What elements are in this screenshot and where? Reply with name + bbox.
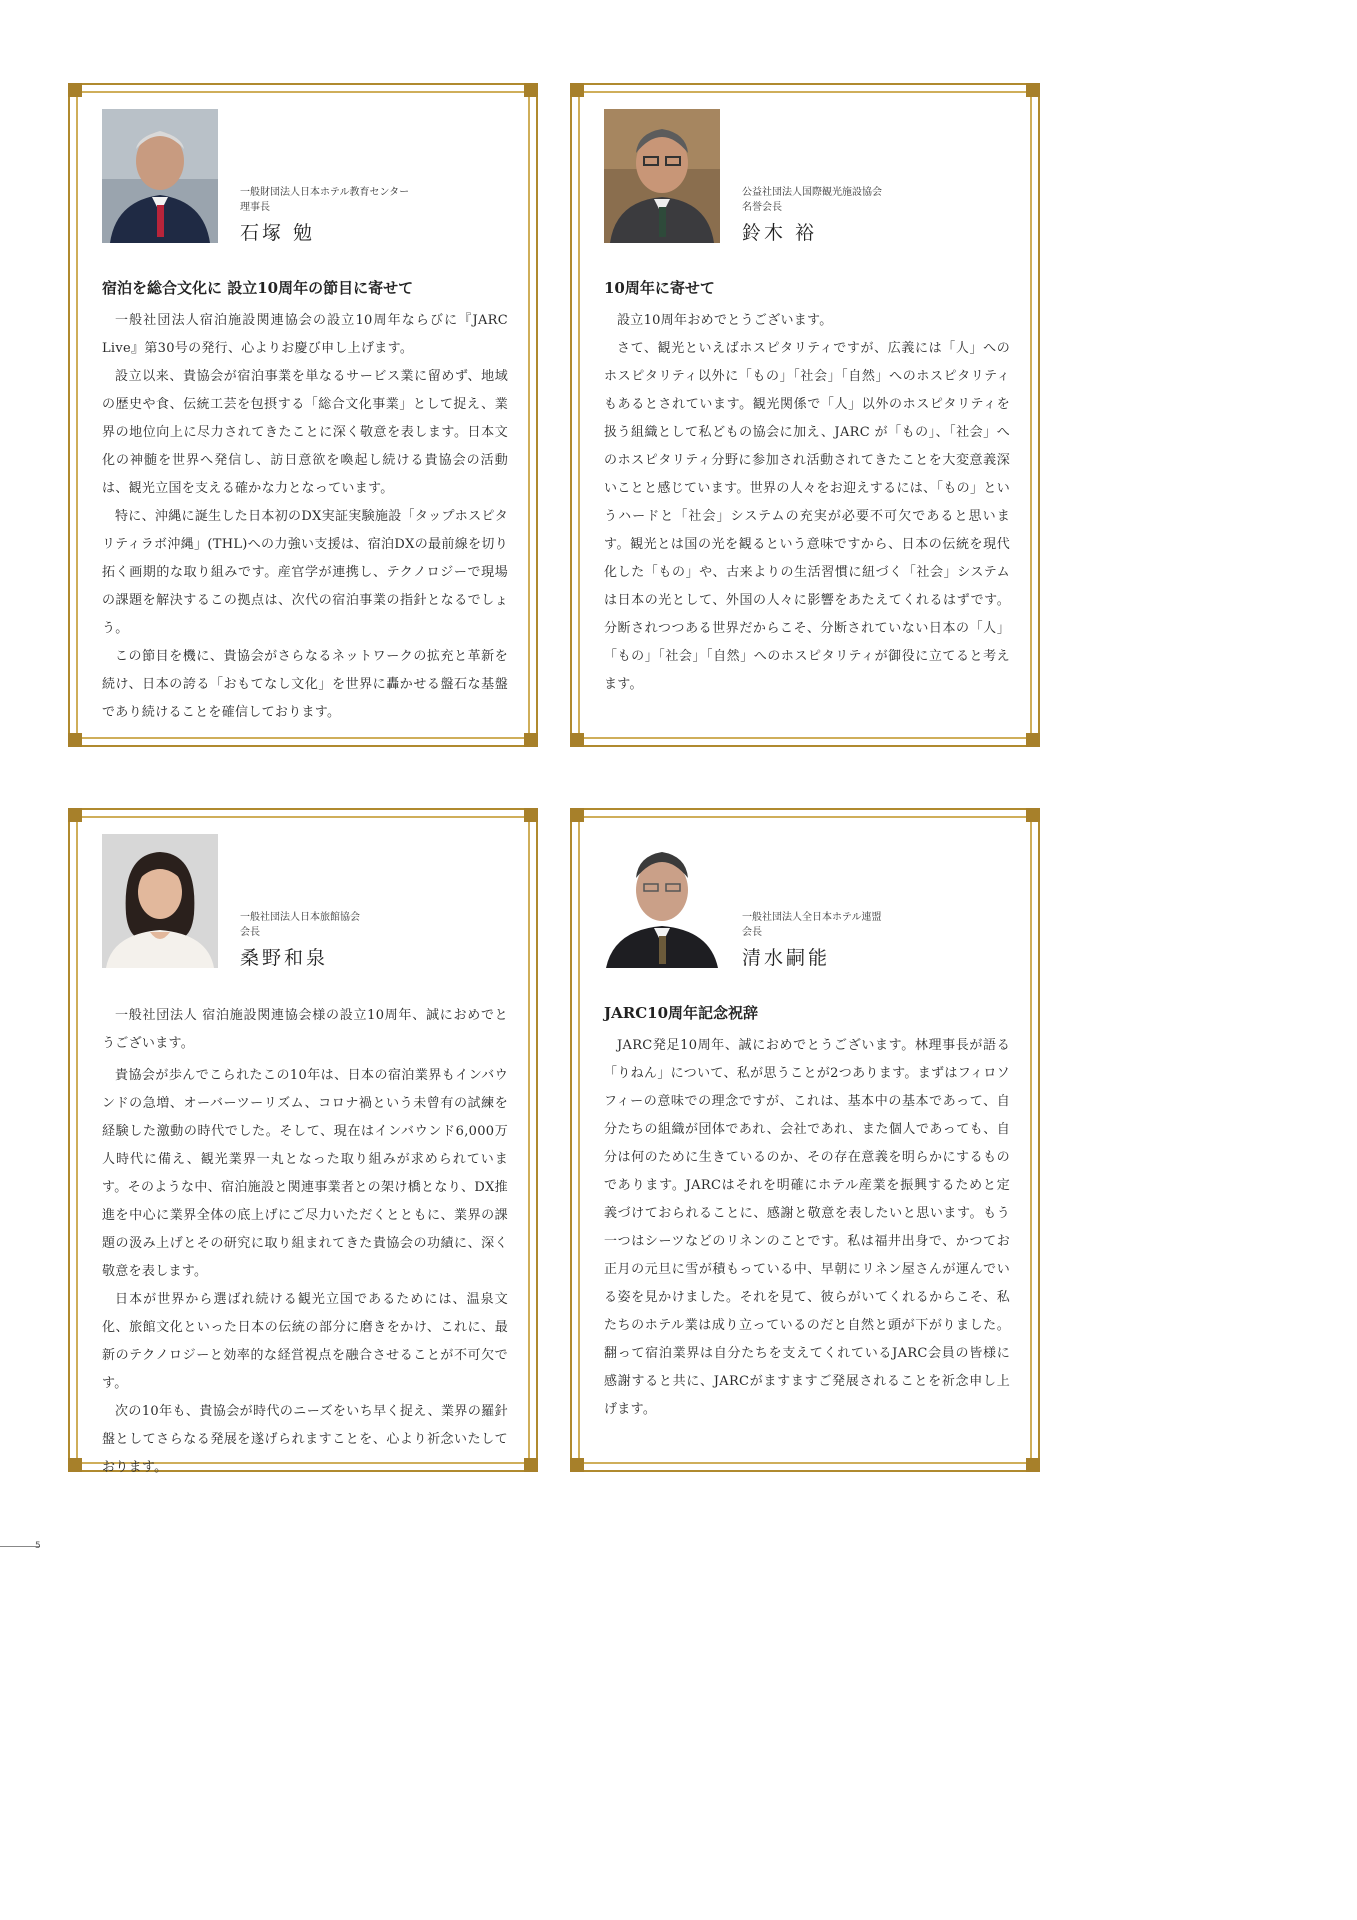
message-heading: 宿泊を総合文化に 設立10周年の節目に寄せて (102, 279, 414, 297)
portrait-photo (604, 834, 720, 968)
frame-corner (68, 1458, 82, 1472)
message-paragraph: 貴協会が歩んでこられたこの10年は、日本の宿泊業界もインバウンドの急増、オーバーツーリズム、コロナ禍という未曾有の試練を経験した激動の時代でした。そして、現在はインバウンド6,000万人時代に備え、観光業界一丸となった取り組みが求められています。そのような中、宿泊施設と関連事業者との架け橋となり、DX推進を中心に業界全体の底上げにご尽力いただくとともに、業界の課題の汲み上げとその研究に取り組まれてきた貴協会の功績に、深く敬意を表します。 (102, 1068, 508, 1279)
frame-corner (570, 733, 584, 747)
frame-corner (1026, 83, 1040, 97)
role-title: 会長 (742, 927, 762, 938)
frame-corner (570, 1458, 584, 1472)
message-paragraph: 一般社団法人 宿泊施設関連協会様の設立10周年、誠におめでとうございます。 (102, 1008, 508, 1051)
frame-corner (524, 1458, 538, 1472)
frame-corner (1026, 1458, 1040, 1472)
page-folio-rule (0, 1546, 40, 1547)
person-name: 石塚 勉 (240, 222, 316, 244)
message-paragraph: 設立10周年おめでとうございます。 (617, 313, 833, 328)
frame-corner (524, 733, 538, 747)
role-title: 理事長 (240, 202, 270, 213)
frame-corner (570, 83, 584, 97)
person-name: 鈴木 裕 (742, 222, 818, 244)
message-paragraph: 設立以来、貴協会が宿泊事業を単なるサービス業に留めず、地域の歴史や食、伝統工芸を包摂する「総合文化事業」として捉え、業界の地位向上に尽力されてきたことに深く敬意を表します。日本文化の神髄を世界へ発信し、訪日意欲を喚起し続ける貴協会の活動は、観光立国を支える確かな力となっています。 (102, 369, 508, 496)
portrait-photo (102, 834, 218, 968)
message-card-shimizu (570, 808, 1040, 1472)
frame-corner (524, 83, 538, 97)
page-number: 5 (35, 1541, 41, 1551)
frame-corner (68, 733, 82, 747)
message-paragraph: 一般社団法人宿泊施設関連協会の設立10周年ならびに『JARC Live』第30号の発行、心よりお慶び申し上げます。 (102, 313, 508, 356)
organization-name: 一般社団法人全日本ホテル連盟 (742, 912, 882, 923)
frame-corner (570, 808, 584, 822)
portrait-photo (604, 109, 720, 243)
message-paragraph: さて、観光といえばホスピタリティですが、広義には「人」へのホスピタリティ以外に「もの」「社会」「自然」へのホスピタリティもあるとされています。観光関係で「人」以外のホスピタリティを扱う組織として私どもの協会に加え、JARC が「もの」、「社会」へのホスピタリティ分野に参加され活動されてきたことを大変意義深いことと感じています。世界の人々をお迎えするには、「もの」というハードと「社会」システムの充実が必要不可欠であると思います。観光とは国の光を観るという意味ですから、日本の伝統を現代化した「もの」や、古来よりの生活習慣に紐づく「社会」システムは日本の光として、外国の人々に影響をあたえてくれるはずです。分断されつつある世界だからこそ、分断されていない日本の「人」「もの」「社会」「自然」へのホスピタリティが御役に立てると考えます。 (604, 341, 1010, 692)
message-heading: 10周年に寄せて (604, 279, 715, 297)
message-paragraph: 次の10年も、貴協会が時代のニーズをいち早く捉え、業界の羅針盤としてさらなる発展を遂げられますことを、心より祈念いたしております。 (102, 1404, 508, 1475)
message-paragraph: 日本が世界から選ばれ続ける観光立国であるためには、温泉文化、旅館文化といった日本の伝統の部分に磨きをかけ、これに、最新のテクノロジーと効率的な経営視点を融合させることが不可欠です。 (102, 1292, 508, 1391)
frame-corner (1026, 808, 1040, 822)
message-paragraph: JARC発足10周年、誠におめでとうございます。林理事長が語る「りねん」について、私が思うことが2つあります。まずはフィロソフィーの意味での理念ですが、これは、基本中の基本であって、自分たちの組織が団体であれ、会社であれ、また個人であっても、自分は何のために生きているのか、その存在意義を明らかにするものであります。JARCはそれを明確にホテル産業を振興するためと定義づけておられることに、感謝と敬意を表したいと思います。もう一つはシーツなどのリネンのことです。私は福井出身で、かつてお正月の元旦に雪が積もっている中、早朝にリネン屋さんが運んでいる姿を見かけました。それを見て、彼らがいてくれるからこそ、私たちのホテル業は成り立っているのだと自然と頭が下がりました。翻って宿泊業界は自分たちを支えてくれているJARC会員の皆様に感謝すると共に、JARCがますますご発展されることを祈念申し上げます。 (604, 1038, 1010, 1417)
frame-corner (68, 808, 82, 822)
role-title: 会長 (240, 927, 260, 938)
message-paragraph: この節目を機に、貴協会がさらなるネットワークの拡充と革新を続け、日本の誇る「おもてなし文化」を世界に轟かせる盤石な基盤であり続けることを確信しております。 (102, 649, 508, 720)
message-paragraph: 特に、沖縄に誕生した日本初のDX実証実験施設「タップホスピタリティラボ沖縄」(THL)への力強い支援は、宿泊DXの最前線を切り拓く画期的な取り組みです。産官学が連携し、テクノロジーで現場の課題を解決するこの拠点は、次代の宿泊事業の指針となるでしょう。 (102, 509, 508, 636)
message-card-ishizuka (68, 83, 538, 747)
organization-name: 一般財団法人日本ホテル教育センター (240, 187, 410, 198)
person-name: 桑野和泉 (240, 947, 329, 969)
frame-corner (68, 83, 82, 97)
message-heading: JARC10周年記念祝辞 (604, 1004, 759, 1022)
portrait-photo (102, 109, 218, 243)
person-name: 清水嗣能 (742, 947, 831, 969)
message-card-suzuki (570, 83, 1040, 747)
organization-name: 一般社団法人日本旅館協会 (240, 912, 360, 923)
frame-corner (1026, 733, 1040, 747)
frame-corner (524, 808, 538, 822)
message-card-kuwano (68, 808, 538, 1475)
role-title: 名誉会長 (742, 202, 782, 213)
organization-name: 公益社団法人国際観光施設協会 (742, 187, 882, 198)
